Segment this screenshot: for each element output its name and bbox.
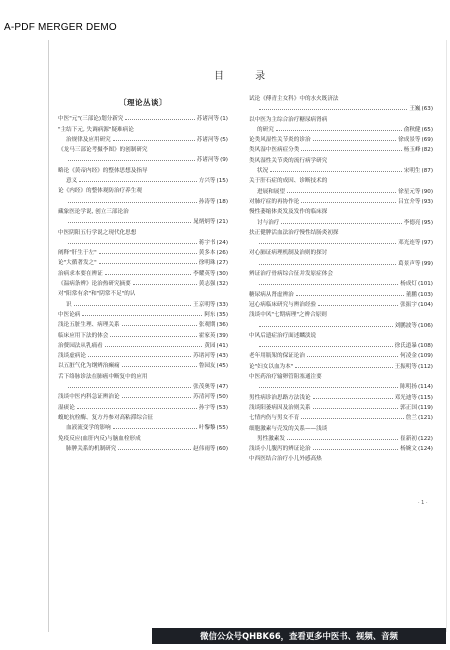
entry-author: 李德亮 <box>403 219 421 226</box>
toc-entry <box>249 176 433 186</box>
toc-entry <box>58 444 228 454</box>
entry-author: 蒋宇书 <box>198 239 216 246</box>
toc-entry <box>58 351 228 361</box>
entry-title: 略论《黄帝内经》的整体思想及指导 <box>58 167 148 174</box>
toc-entry <box>249 115 433 125</box>
toc-entry <box>58 413 228 423</box>
toc-entry <box>58 228 228 238</box>
entry-title: 状况 <box>257 168 269 175</box>
toc-entry <box>58 238 228 248</box>
toc-entry <box>58 279 228 289</box>
toc-entry <box>249 382 433 392</box>
toc-entry <box>58 197 228 207</box>
toc-entry <box>58 403 228 413</box>
entry-page: (1) <box>220 116 228 123</box>
entry-author: 杨玉峰 <box>403 147 421 154</box>
leader-dots <box>68 202 197 203</box>
toc-entry <box>249 331 433 341</box>
leader-dots <box>259 109 407 110</box>
leader-dots <box>113 428 197 429</box>
leader-dots <box>259 387 398 388</box>
entry-author: 杨成灯 <box>400 281 417 288</box>
entry-page: (108) <box>417 343 433 350</box>
pdf-merger-watermark: A-PDF MERGER DEMO <box>4 22 117 33</box>
toc-entry <box>58 135 228 145</box>
entry-author: 徐成景等 <box>398 137 421 144</box>
toc-entry <box>249 145 433 155</box>
toc-entry <box>58 269 228 279</box>
toc-entry <box>249 444 433 454</box>
entry-title: 舌下络脉诊法在肺癌中断复中的应用 <box>58 373 148 380</box>
leader-dots <box>88 356 191 357</box>
entry-title: 试论《傅青主女科》中的水火既济法 <box>249 96 339 102</box>
toc-entry <box>58 423 228 433</box>
entry-page: (21) <box>216 219 228 226</box>
leader-dots <box>270 171 402 172</box>
entry-page: (104) <box>417 301 433 308</box>
entry-title: 扶正健脾活血法治疗慢性结肠炎初探 <box>249 229 339 236</box>
leader-dots <box>295 367 392 368</box>
toc-entry <box>58 155 228 165</box>
entry-author: 徐明珠 <box>198 260 216 267</box>
entry-title: 临床应用下法的体会 <box>58 332 109 339</box>
entry-author: 董鹏 <box>405 291 417 298</box>
footer-ad-banner: 微信公众号QHBK66，查看更多中医书、视频、音频 <box>152 628 446 644</box>
entry-title: 的研究 <box>257 126 274 133</box>
entry-title: 论"妇女以血为本" <box>249 363 294 370</box>
leader-dots <box>125 119 194 120</box>
entry-page: (39) <box>216 332 228 339</box>
toc-entry <box>58 310 228 320</box>
toc-entry <box>58 392 228 402</box>
leader-dots <box>296 295 404 296</box>
toc-entry <box>58 125 228 135</box>
toc-entry <box>249 300 433 310</box>
entry-page: (5) <box>220 136 228 143</box>
entry-page: (69) <box>421 137 433 144</box>
leader-dots <box>259 326 393 327</box>
entry-title: 冠心病临床研究与辨治经验 <box>249 301 317 308</box>
toc-entry <box>58 258 228 268</box>
toc-entry <box>58 176 228 186</box>
entry-author: 王京明等 <box>193 301 216 308</box>
leader-dots <box>276 130 402 131</box>
toc-entry <box>58 331 228 341</box>
leader-dots <box>68 243 197 244</box>
entry-page: (47) <box>216 384 228 391</box>
entry-author: 苏诸河等 <box>196 136 220 143</box>
entry-page: (30) <box>216 270 228 277</box>
entry-page: (87) <box>421 168 433 175</box>
entry-title: 类风湿中医病症分类 <box>249 147 300 154</box>
toc-entry <box>58 300 228 310</box>
leader-dots <box>74 305 192 306</box>
toc-entry <box>58 361 228 371</box>
entry-author: 俞秋健 <box>403 126 421 133</box>
entry-page: (18) <box>216 198 228 205</box>
entry-page: (35) <box>216 311 228 318</box>
entry-title: 浅谈中医内科急证辨治论 <box>58 394 120 401</box>
entry-author: 叶黎黎 <box>198 425 216 432</box>
entry-author: 霍家英 <box>198 332 216 339</box>
entry-title: 血液流变学的影响 <box>66 425 111 432</box>
entry-title: 男性病诊治思路方法浅论 <box>249 394 311 401</box>
leader-dots <box>307 356 398 357</box>
entry-title: 浅谈小儿腹泻的辨证论治 <box>249 446 311 453</box>
leader-dots <box>79 181 197 182</box>
entry-author: 葛景声等 <box>398 260 421 267</box>
section-heading: 〔理论丛谈〕 <box>119 98 167 107</box>
entry-title: 七情内伤与男女不育 <box>249 415 300 422</box>
toc-entry <box>249 413 433 423</box>
entry-title: 对"阳常有余"和"阴常不足"的认 <box>58 291 136 298</box>
toc-entry <box>58 217 228 227</box>
toc-entry <box>249 156 433 166</box>
entry-page: (41) <box>216 342 228 349</box>
entry-author: 郭正国 <box>400 404 417 411</box>
toc-entry <box>249 259 433 269</box>
toc-entry <box>249 166 433 176</box>
toc-entry <box>58 207 228 217</box>
entry-author: 张振宇 <box>400 301 417 308</box>
leader-dots <box>259 346 393 347</box>
entry-page: (63) <box>421 106 433 113</box>
leader-dots <box>113 140 195 141</box>
entry-author: 黄志强 <box>198 281 216 288</box>
entry-author: 张茂奥等 <box>193 384 216 391</box>
entry-title: 蝮蛇抗栓酶、复方丹参对高粘滞综合征 <box>58 414 154 421</box>
entry-author: 苏诸河等 <box>193 353 216 360</box>
entry-page: (95) <box>421 219 433 226</box>
entry-title: 论类风湿性关节炎的诊治 <box>249 137 311 144</box>
entry-author: 何凌金 <box>400 353 417 360</box>
toc-entry <box>58 382 228 392</box>
toc-entry <box>249 218 433 228</box>
entry-author: 苏诸河等 <box>196 116 220 123</box>
toc-entry <box>58 372 228 382</box>
entry-title: 以五脏气化为纲辨治癫痫 <box>58 363 120 370</box>
entry-title: "主结下元, 失调病源"疑难病论 <box>58 126 134 133</box>
toc-entry <box>58 434 228 444</box>
entry-author: 刘鹏波等 <box>394 322 417 329</box>
entry-title: 藏象医论学说, 创立三部论治 <box>58 208 129 215</box>
toc-entry <box>249 228 433 238</box>
entry-title: 肺脾关系的机制研究 <box>66 445 117 452</box>
entry-author: 晁炳炳等 <box>193 219 216 226</box>
entry-title: 中风后遗症治疗面述麟淡说 <box>249 332 317 339</box>
entry-page: (32) <box>216 281 228 288</box>
entry-title: 浅谈虚病论 <box>58 353 86 360</box>
leader-dots <box>122 325 197 326</box>
toc-entry <box>58 166 228 176</box>
entry-page: (112) <box>417 363 433 370</box>
leader-dots <box>68 222 191 223</box>
entry-page: (9) <box>220 157 228 164</box>
entry-page: (101) <box>417 281 433 288</box>
entry-title: 讨与治疗 <box>257 219 280 226</box>
entry-page: (115) <box>417 394 433 401</box>
entry-page: (60) <box>216 445 228 452</box>
toc-entry <box>249 207 433 217</box>
entry-page: (36) <box>216 322 228 329</box>
entry-author: 詹兰 <box>405 415 417 422</box>
entry-page: (114) <box>417 384 433 391</box>
toc-entry <box>58 114 228 124</box>
entry-title: 糖尿病从肾虚辨治 <box>249 291 294 298</box>
entry-author: 王巍 <box>409 106 421 113</box>
entry-author: 徐星元等 <box>398 188 421 195</box>
entry-page: (65) <box>421 126 433 133</box>
entry-title: 慢性萎缩体炎发及发作的临床探 <box>249 209 328 216</box>
entry-author: 李耀英等 <box>193 270 216 277</box>
entry-title: 中医论病 <box>58 311 81 318</box>
entry-title: 免疫反应(血肝内反)与脑血栓形成 <box>58 435 141 442</box>
entry-page: (55) <box>216 425 228 432</box>
toc-entry <box>249 238 433 248</box>
entry-page: (27) <box>216 260 228 267</box>
entry-title: 进展和展望 <box>257 188 285 195</box>
entry-author: 赵伟雨等 <box>193 445 216 452</box>
toc-entry <box>249 424 433 434</box>
leader-dots <box>110 336 196 337</box>
entry-title: 湿痰论 <box>58 404 75 411</box>
entry-title: 识 <box>66 301 72 308</box>
toc-left-column <box>58 94 228 454</box>
entry-author: 苏诸河等 <box>196 157 220 164</box>
leader-dots <box>313 449 399 450</box>
entry-author: 杨婉文 <box>400 446 417 453</box>
entry-page: (24) <box>216 239 228 246</box>
entry-author: 宋明生 <box>403 168 421 175</box>
entry-title: 老年用瓶架的保证论治 <box>249 353 305 360</box>
entry-author: 邓光迪等 <box>394 394 417 401</box>
entry-title: 以中医为主综合治疗糖尿病肾病 <box>249 116 328 123</box>
leader-dots <box>259 243 396 244</box>
leader-dots <box>68 387 191 388</box>
entry-title: 中医阴阳五行学说之现代化思想 <box>58 229 137 236</box>
toc-entry <box>249 125 433 135</box>
toc-entry <box>58 320 228 330</box>
entry-author: 崔新初 <box>400 435 417 442</box>
entry-author: 孙宇等 <box>198 404 216 411</box>
leader-dots <box>301 202 396 203</box>
entry-author: 黄多本 <box>198 250 216 257</box>
toc-entry <box>249 248 433 258</box>
leader-dots <box>118 449 191 450</box>
entry-author: 方兴等 <box>198 178 216 185</box>
entry-page: (82) <box>421 147 433 154</box>
leader-dots <box>99 253 197 254</box>
entry-author: 阿东 <box>204 311 216 318</box>
entry-page: (119) <box>417 404 433 411</box>
leader-dots <box>259 264 396 265</box>
leader-dots <box>313 408 399 409</box>
leader-dots <box>133 284 197 285</box>
toc-entry <box>58 289 228 299</box>
entry-title: 《龙马三部论考摄李图》的创制研究 <box>58 147 148 154</box>
entry-title: 对心肺证病理机制及治则的探讨 <box>249 250 328 257</box>
entry-title: 论《内经》的整体观防治疗养生观 <box>58 188 142 195</box>
page-number: · 1 · <box>418 500 428 506</box>
toc-entry <box>58 341 228 351</box>
entry-title: 治病求本要在辨证 <box>58 270 103 277</box>
entry-title: 中西医结合治疗小儿外感高热 <box>249 456 322 463</box>
leader-dots <box>287 192 396 193</box>
leader-dots <box>105 274 191 275</box>
leader-dots <box>122 397 192 398</box>
entry-title: 辨证治疗骨病综合征并发原症体会 <box>249 271 333 278</box>
leader-dots <box>82 315 202 316</box>
toc-entry <box>249 135 433 145</box>
entry-page: (103) <box>417 291 433 298</box>
leader-dots <box>105 346 203 347</box>
entry-title: 浅论五脏生理、病理关系 <box>58 322 120 329</box>
toc-entry <box>58 145 228 155</box>
entry-author: 张观期 <box>198 322 216 329</box>
toc-entry <box>249 393 433 403</box>
entry-author: 徐氏道暴 <box>394 343 417 350</box>
entry-page: (97) <box>421 240 433 247</box>
entry-page: (53) <box>216 404 228 411</box>
leader-dots <box>281 223 401 224</box>
entry-title: 论"大循著发之" <box>58 260 97 267</box>
toc-entry <box>249 94 433 104</box>
entry-title: 浅谈阳萎病因及治则关系 <box>249 404 311 411</box>
entry-page: (122) <box>417 435 433 442</box>
entry-title: 中医药治疗输卵管阻塞通注要 <box>249 374 322 381</box>
entry-title: 治赘园法从乳痛看 <box>58 342 103 349</box>
entry-author: 王振明等 <box>394 363 417 370</box>
toc-entry <box>58 248 228 258</box>
leader-dots <box>68 160 195 161</box>
entry-page: (121) <box>417 415 433 422</box>
toc-entry <box>249 372 433 382</box>
leader-dots <box>318 305 398 306</box>
toc-entry <box>249 434 433 444</box>
entry-title: 意义 <box>66 178 78 185</box>
entry-title: 中医"元"(三部论)划分新究 <box>58 116 124 123</box>
toc-entry <box>249 403 433 413</box>
entry-page: (26) <box>216 250 228 257</box>
entry-title: 类风湿性关节炎的流行病学研究 <box>249 157 328 164</box>
entry-title: 《温病条辨》论治热研究摘要 <box>58 281 131 288</box>
entry-author: 陈明扬 <box>400 384 417 391</box>
leader-dots <box>99 263 197 264</box>
toc-entry <box>249 187 433 197</box>
toc-entry <box>249 341 433 351</box>
toc-entry <box>249 269 433 279</box>
entry-title: 浅谈中风"七期病理"之辨合原则 <box>249 312 327 319</box>
entry-page: (124) <box>417 446 433 453</box>
entry-page: (93) <box>421 198 433 205</box>
leader-dots <box>287 439 398 440</box>
entry-author: 苏清河等 <box>193 394 216 401</box>
toc-entry <box>249 104 433 114</box>
toc-entry <box>249 362 433 372</box>
toc-entry <box>249 310 433 320</box>
entry-title: 阐释"肝生于左" <box>58 250 97 257</box>
toc-entry <box>249 197 433 207</box>
entry-page: (90) <box>421 188 433 195</box>
leader-dots <box>301 418 403 419</box>
entry-author: 黄园 <box>204 342 216 349</box>
entry-page: (15) <box>216 178 228 185</box>
toc-entry <box>249 321 433 331</box>
entry-author: 吕宜介等 <box>398 198 421 205</box>
page-title: 目 录 <box>214 71 280 82</box>
entry-title: 对肺疗症的再协作论 <box>249 198 300 205</box>
toc-right-column <box>249 94 433 465</box>
entry-title: 男性激素发 <box>257 435 285 442</box>
entry-title: 关于肝石症的成因、诊断技术的 <box>249 178 328 185</box>
leader-dots <box>77 408 197 409</box>
toc-entry <box>249 454 433 464</box>
entry-page: (109) <box>417 353 433 360</box>
entry-page: (99) <box>421 260 433 267</box>
toc-entry <box>58 186 228 196</box>
entry-page: (45) <box>216 363 228 370</box>
entry-page: (106) <box>417 322 433 329</box>
entry-author: 孙涛等 <box>198 198 216 205</box>
toc-entry <box>249 279 433 289</box>
entry-page: (43) <box>216 353 228 360</box>
leader-dots <box>313 140 397 141</box>
leader-dots <box>301 150 401 151</box>
toc-entry <box>249 351 433 361</box>
entry-page: (50) <box>216 394 228 401</box>
entry-page: (33) <box>216 301 228 308</box>
entry-author: 邓光连等 <box>398 240 421 247</box>
leader-dots <box>259 284 398 285</box>
entry-author: 鲁园友 <box>198 363 216 370</box>
entry-title: 治规律及应用研究 <box>66 136 111 143</box>
leader-dots <box>313 398 393 399</box>
leader-dots <box>122 366 197 367</box>
toc-entry <box>249 290 433 300</box>
entry-title: 细胞激素与壳发的关系——浅谈 <box>249 425 328 432</box>
